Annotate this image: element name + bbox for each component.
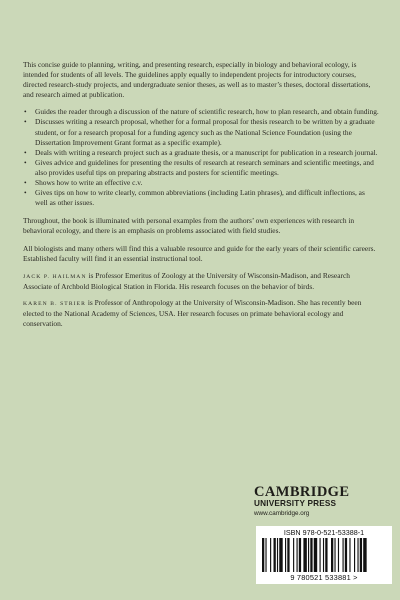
author-name: JACK P. HAILMAN — [23, 273, 87, 280]
barcode-bar — [320, 538, 321, 572]
barcode-bar — [338, 538, 339, 572]
barcode-bar — [314, 538, 317, 572]
barcode-bar — [262, 538, 264, 572]
barcode-bar — [287, 538, 289, 572]
publisher-subtitle: UNIVERSITY PRESS — [254, 499, 337, 508]
author-bio-strier — [23, 298, 379, 329]
barcode-bar — [297, 538, 298, 572]
barcode-bar — [363, 538, 366, 572]
intro-paragraph: This concise guide to planning, writing, and presenting research, especially in biology and behavioral ecology, is intended for students of all levels. The guidelines apply equally to independent projects for introductory courses, directed research-study projects, and undergraduate senior theses, as well as to master’s theses, doctoral dissertations, and research aimed at publication. — [23, 60, 371, 100]
barcode-bar — [343, 538, 344, 572]
feature-item: • Shows how to write an effective c.v. — [23, 178, 379, 188]
author-bio-text: is Professor of Anthropology at the University of Wisconsin-Madison. She has recently been elected to the National Academy of Sciences, USA. Her research focuses on primate behavioral ecology and conservation. — [23, 297, 362, 329]
barcode-bar — [357, 538, 358, 572]
barcode-bar — [279, 538, 282, 572]
barcode-bar — [270, 538, 271, 572]
publisher-logo — [254, 485, 394, 518]
barcode-bar — [323, 538, 324, 572]
barcode-bar — [274, 538, 276, 572]
barcode-bar — [325, 538, 327, 572]
author-bio-text: is Professor Emeritus of Zoology at the University of Wisconsin-Madison, and Research Associate of Archbold Biological Station in Florida. His research focuses on the behavior of birds. — [23, 270, 350, 291]
audience-paragraph: All biologists and many others will find this a valuable resource and guide for the early years of their scientific careers. Established faculty will find it an essential instructional tool. — [23, 243, 376, 263]
author-bio-hailman — [23, 271, 379, 292]
barcode-bar — [299, 538, 301, 572]
isbn-label: ISBN 978-0-521-53388-1 — [283, 528, 365, 537]
barcode-bar — [303, 538, 306, 572]
feature-item: • Deals with writing a research project such as a graduate thesis, or a manuscript for publication in a research journal. — [23, 148, 379, 158]
barcode-bar — [331, 538, 333, 572]
publisher-url: www.cambridge.org — [254, 510, 310, 517]
feature-item: • Gives advice and guidelines for presenting the results of research at research seminars and scientific meetings, and also provides useful tips on preparing abstracts and posters for scientific meetings. — [23, 158, 379, 178]
barcode-bar — [308, 538, 309, 572]
feature-item: • Discusses writing a research proposal, whether for a formal proposal for thesis research to be written by a graduate student, or for a research proposal for a funding agency such as the National Science Foundation (using the Dissertation Improvement Grant format as a specific example). — [23, 117, 379, 147]
author-name: KAREN B. STRIER — [23, 300, 86, 307]
barcode-bar — [293, 538, 294, 572]
barcode-bar — [360, 538, 362, 572]
barcode-bar — [265, 538, 266, 572]
barcode-bar — [285, 538, 286, 572]
feature-item: • Gives tips on how to write clearly, common abbreviations (including Latin phrases), and difficult inflections, as well as other issues. — [23, 188, 379, 208]
feature-item: • Guides the reader through a discussion of the nature of scientific research, how to plan research, and obtain funding. — [23, 107, 379, 117]
publisher-name: CAMBRIDGE — [254, 484, 350, 500]
barcode-bar — [277, 538, 278, 572]
barcode-bar — [345, 538, 347, 572]
barcode-bar — [349, 538, 350, 572]
barcode-icon — [262, 538, 386, 572]
back-cover-text — [23, 60, 379, 335]
barcode-digits: 9 780521 533881 > — [290, 573, 358, 582]
feature-list — [23, 107, 379, 208]
illustration-paragraph: Throughout, the book is illuminated with personal examples from the authors’ own experiences with research in behavioral ecology, and there is an emphasis on problems associated with field studies. — [23, 216, 355, 236]
barcode-panel — [256, 526, 392, 584]
barcode-bar — [354, 538, 355, 572]
barcode-bar — [334, 538, 335, 572]
barcode-bar — [310, 538, 312, 572]
